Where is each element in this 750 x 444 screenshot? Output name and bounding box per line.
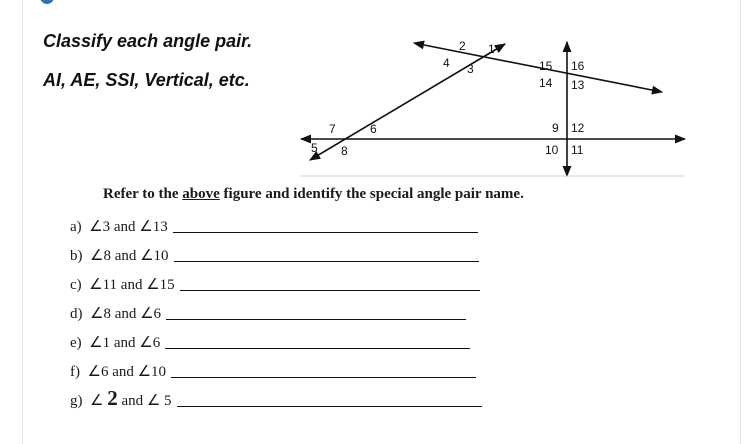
question-text-big: 2 — [107, 386, 118, 410]
question-text: ∠1 and ∠6 — [89, 335, 161, 351]
angle-label-11: 11 — [571, 143, 584, 157]
question-letter: c) — [70, 277, 82, 293]
angle-label-2: 2 — [459, 39, 466, 53]
question-text: ∠11 and ∠15 — [89, 277, 175, 293]
question-letter: e) — [70, 335, 82, 351]
question-text: ∠3 and ∠13 — [89, 219, 168, 235]
question-text: ∠8 and ∠6 — [90, 306, 162, 322]
angle-label-7: 7 — [329, 122, 336, 136]
angle-label-4: 4 — [443, 56, 450, 70]
angle-label-15: 15 — [539, 59, 553, 73]
angle-label-10: 10 — [545, 143, 559, 157]
diagonal-line — [310, 44, 505, 160]
answer-blank-a[interactable] — [173, 231, 478, 233]
angle-label-13: 13 — [571, 78, 585, 92]
question-e — [70, 330, 470, 352]
angle-label-1: 1 — [488, 42, 495, 56]
angle-label-3: 3 — [467, 62, 474, 76]
instructions-before: Refer to the — [103, 186, 183, 202]
question-text-post: and ∠ 5 — [117, 393, 172, 409]
prompt-title: Classify each angle pair. — [43, 31, 253, 51]
question-text-pre: ∠ — [90, 393, 108, 409]
answer-blank-d[interactable] — [166, 318, 466, 320]
prompt-subtitle: AI, AE, SSI, Vertical, etc. — [43, 70, 250, 90]
question-letter: g) — [70, 393, 83, 409]
question-letter: b) — [70, 248, 83, 264]
angle-label-16: 16 — [571, 59, 585, 73]
instructions-underlined: above — [182, 186, 220, 202]
question-c — [70, 272, 480, 294]
angle-label-12: 12 — [571, 121, 585, 135]
angle-label-5: 5 — [311, 141, 318, 155]
answer-blank-b[interactable] — [174, 260, 479, 262]
answer-blank-g[interactable] — [177, 405, 482, 407]
question-g — [70, 388, 482, 410]
question-b — [70, 243, 479, 265]
angle-label-14: 14 — [539, 76, 553, 90]
angle-label-6: 6 — [370, 122, 377, 136]
question-f — [70, 359, 476, 381]
answer-blank-e[interactable] — [165, 347, 470, 349]
answer-blank-c[interactable] — [180, 289, 480, 291]
question-letter: d) — [70, 306, 83, 322]
angle-label-9: 9 — [552, 121, 559, 135]
angle-label-8: 8 — [341, 144, 348, 158]
question-letter: f) — [70, 364, 80, 380]
question-text: ∠8 and ∠10 — [90, 248, 169, 264]
answer-blank-f[interactable] — [171, 376, 476, 378]
question-a — [70, 214, 478, 236]
instructions-after: figure and identify the special angle pair name. — [219, 186, 524, 202]
question-letter: a) — [70, 219, 82, 235]
question-d — [70, 301, 466, 323]
upper-line — [414, 43, 662, 92]
instructions — [103, 186, 524, 203]
question-text: ∠6 and ∠10 — [87, 364, 167, 380]
